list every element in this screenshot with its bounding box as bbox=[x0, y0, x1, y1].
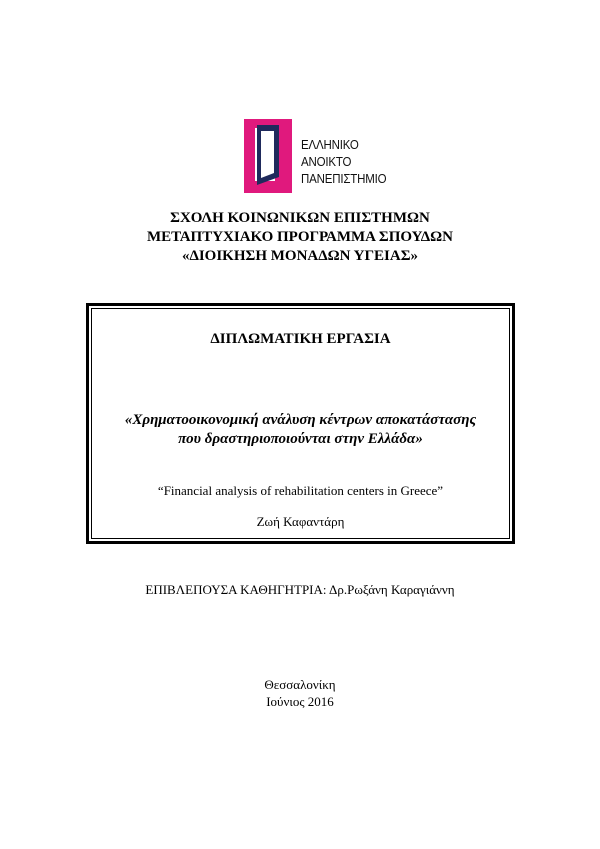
logo-line: ΑΝΟΙΚΤΟ bbox=[301, 155, 352, 169]
date: Ιούνιος 2016 bbox=[266, 694, 334, 709]
program-name: ΜΕΤΑΠΤΥΧΙΑΚΟ ΠΡΟΓΡΑΜΜΑ ΣΠΟΥΔΩΝ bbox=[147, 229, 453, 245]
thesis-frame-inner bbox=[91, 308, 510, 539]
university-logo bbox=[244, 119, 387, 193]
logo-emblem-icon bbox=[244, 119, 292, 193]
school-heading bbox=[0, 209, 600, 266]
thesis-title-line: «Χρηματοοικονομική ανάλυση κέντρων αποκατάστασης bbox=[124, 412, 477, 428]
logo-line: ΕΛΛΗΝΙΚΟ bbox=[301, 138, 359, 152]
thesis-type: ΔΙΠΛΩΜΑΤΙΚΗ ΕΡΓΑΣΙΑ bbox=[210, 331, 391, 347]
school-name: ΣΧΟΛΗ ΚΟΙΝΩΝΙΚΩΝ ΕΠΙΣΤΗΜΩΝ bbox=[170, 210, 430, 226]
program-title: «ΔΙΟΙΚΗΣΗ ΜΟΝΑΔΩΝ ΥΓΕΙΑΣ» bbox=[181, 248, 419, 264]
logo-line: ΠΑΝΕΠΙΣΤΗΜΙΟ bbox=[301, 172, 387, 186]
logo-wordmark bbox=[301, 137, 386, 188]
supervisor: ΕΠΙΒΛΕΠΟΥΣΑ ΚΑΘΗΓΗΤΡΙΑ: Δρ.Ρωξάνη Καραγιάννη bbox=[145, 582, 455, 597]
thesis-title-greek bbox=[92, 411, 509, 449]
place-date bbox=[0, 676, 600, 710]
thesis-frame bbox=[86, 303, 515, 544]
thesis-title-line: που δραστηριοποιούνται στην Ελλάδα» bbox=[178, 431, 423, 447]
thesis-author: Ζωή Καφαντάρη bbox=[256, 514, 345, 529]
place: Θεσσαλονίκη bbox=[264, 677, 336, 692]
thesis-title-english: “Financial analysis of rehabilitation centers in Greece” bbox=[157, 483, 444, 498]
